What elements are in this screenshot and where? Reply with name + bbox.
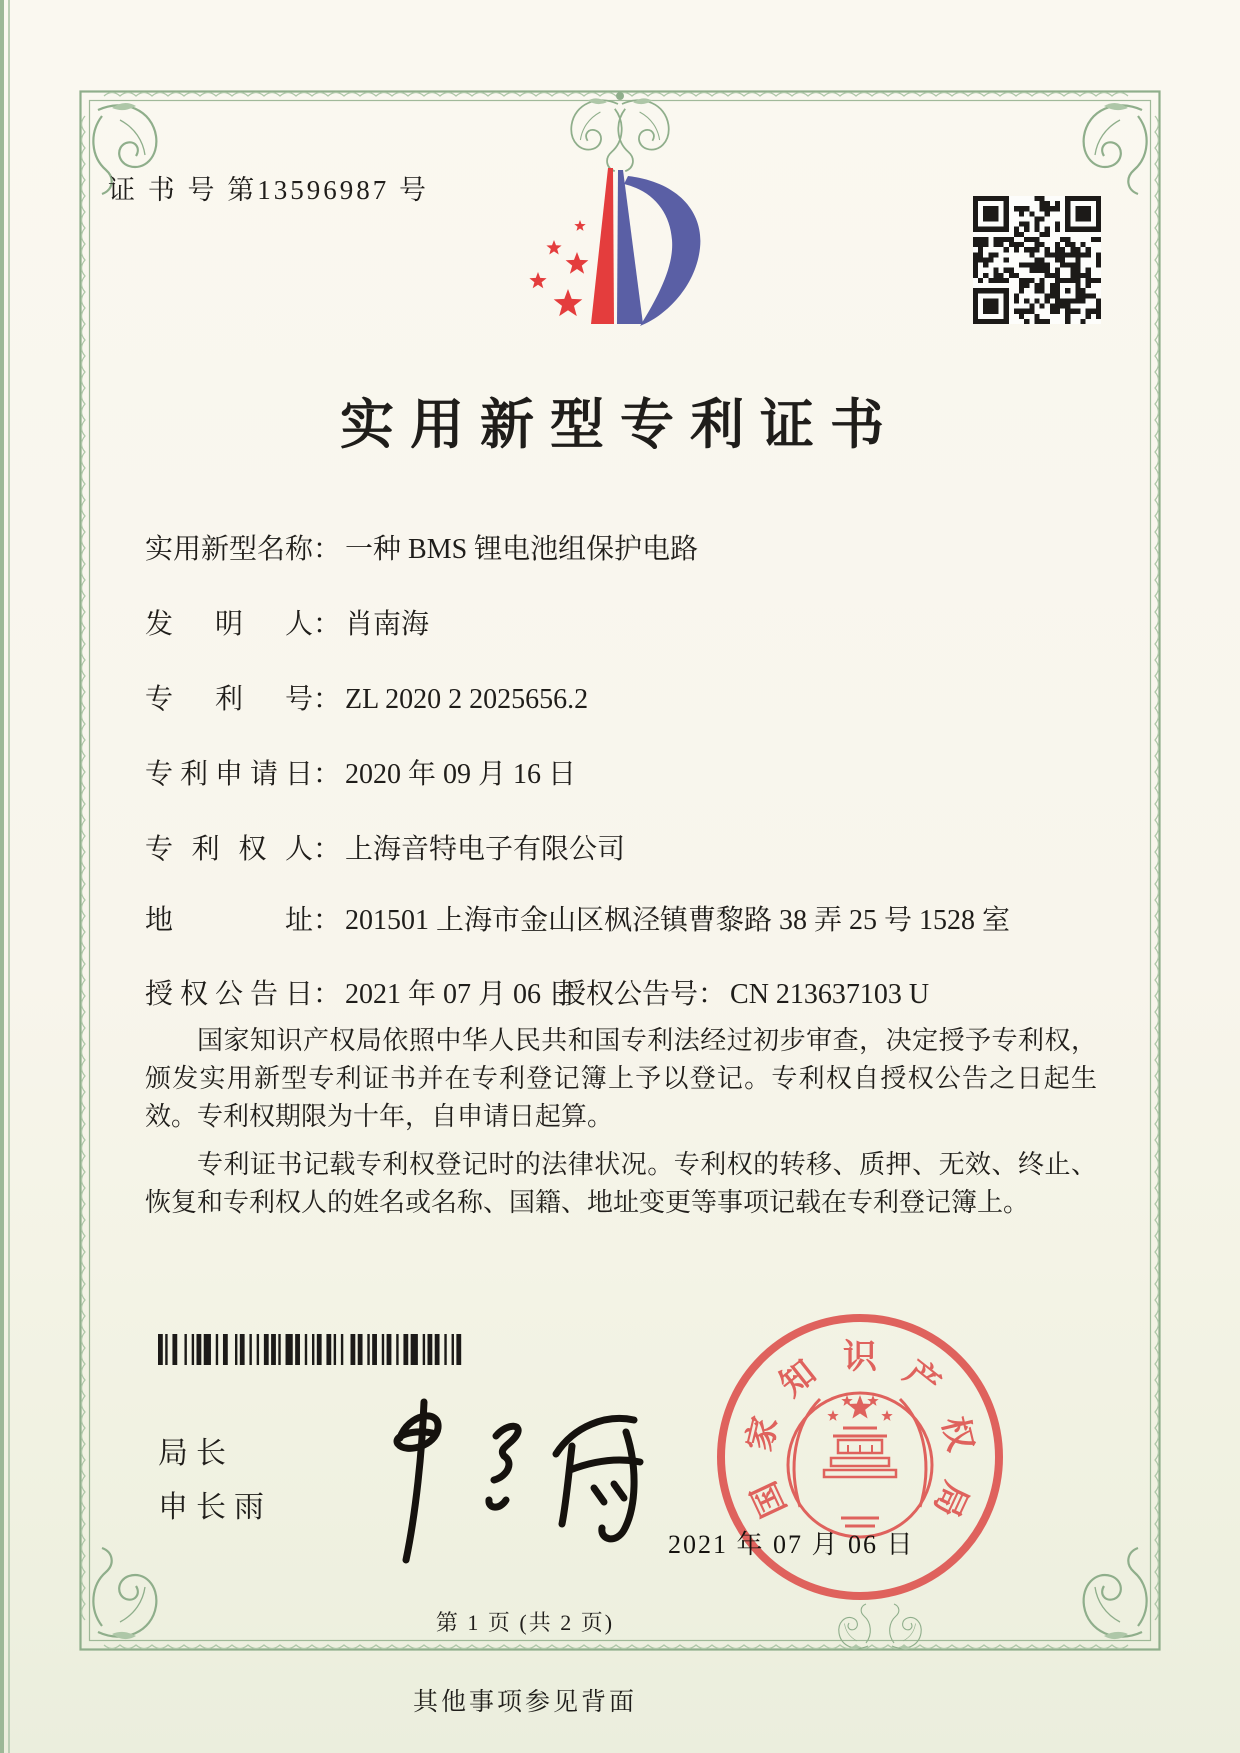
barcode-icon xyxy=(158,1334,466,1365)
legal-paragraph-register: 专利证书记载专利权登记时的法律状况。专利权的转移、质押、无效、终止、恢复和专利权人的姓名或名称、国籍、地址变更等事项记载在专利登记簿上。 xyxy=(145,1150,1097,1217)
field-colon: ： xyxy=(313,684,342,715)
field-row-address xyxy=(145,898,1010,938)
field-label: 专利权人 xyxy=(145,834,313,865)
svg-text:家: 家 xyxy=(741,1413,786,1455)
field-row-patentee xyxy=(145,827,625,867)
field-label: 发明人 xyxy=(145,609,313,640)
field-value: 一种 BMS 锂电池组保护电路 xyxy=(345,534,699,565)
field-colon: ： xyxy=(313,834,342,865)
logo-red-wedge xyxy=(591,168,614,324)
field-row-grant-date xyxy=(145,972,576,1012)
svg-text:权: 权 xyxy=(934,1413,979,1455)
field-row-filing-date xyxy=(145,752,576,792)
field-row-patent-number xyxy=(145,677,588,717)
field-row-invention-name xyxy=(145,527,698,567)
logo-blue-wedge xyxy=(617,170,643,324)
officer-name: 申长雨 xyxy=(158,1491,272,1524)
field-value: ZL 2020 2 2025656.2 xyxy=(345,684,589,715)
field-colon: ： xyxy=(313,759,342,790)
field-value: 201501 上海市金山区枫泾镇曹黎路 38 弄 25 号 1528 室 xyxy=(345,905,1011,936)
cnipa-red-seal-icon xyxy=(705,1302,1015,1612)
logo-stars xyxy=(529,220,588,316)
field-label: 专利申请日 xyxy=(145,759,313,790)
back-side-note: 其他事项参见背面 xyxy=(412,1689,637,1716)
field-label: 专利号 xyxy=(145,684,313,715)
seal-emblem-stars xyxy=(827,1395,892,1421)
field-value: CN 213637103 U xyxy=(730,979,930,1010)
legal-paragraph-grant: 国家知识产权局依照中华人民共和国专利法经过初步审查，决定授予专利权，颁发实用新型专利证书并在专利登记簿上予以登记。专利权自授权公告之日起生效。专利权期限为十年，自申请日起算。 xyxy=(145,1026,1097,1131)
certificate-title: 实用新型专利证书 xyxy=(340,395,900,455)
certificate-number: 证 书 号 第13596987 号 xyxy=(108,175,429,205)
field-label: 地址 xyxy=(145,905,313,936)
field-colon: ： xyxy=(313,534,342,565)
field-value: 2021 年 07 月 06 日 xyxy=(345,979,577,1010)
field-value: 2020 年 09 月 16 日 xyxy=(345,759,577,790)
seal-org-text xyxy=(740,1338,979,1523)
field-row-inventor xyxy=(145,602,429,642)
field-label: 实用新型名称 xyxy=(145,534,314,565)
cnipa-logo-icon xyxy=(520,146,720,336)
logo-p-bowl xyxy=(624,176,700,326)
svg-text:产: 产 xyxy=(896,1353,947,1405)
field-label: 授权公告号 xyxy=(558,979,699,1010)
field-colon: ： xyxy=(313,609,342,640)
field-colon: ： xyxy=(698,979,727,1010)
field-value: 肖南海 xyxy=(345,609,430,640)
seal-date: 2021 年 07 月 06 日 xyxy=(668,1530,915,1559)
legal-text xyxy=(145,1022,1097,1232)
field-value: 上海音特电子有限公司 xyxy=(345,834,626,865)
field-label: 授权公告日 xyxy=(145,979,313,1010)
page-number: 第 1 页 (共 2 页) xyxy=(435,1610,615,1635)
scan-edge-stripe-inner xyxy=(8,0,10,1753)
svg-text:局: 局 xyxy=(926,1475,975,1523)
qr-code-icon xyxy=(972,196,1102,324)
svg-text:国: 国 xyxy=(745,1475,794,1523)
officer-title: 局长 xyxy=(158,1437,234,1470)
field-colon: ： xyxy=(313,979,342,1010)
svg-text:识: 识 xyxy=(843,1339,877,1376)
svg-text:知: 知 xyxy=(773,1353,824,1405)
field-colon: ： xyxy=(313,905,342,936)
field-row-grant-number xyxy=(558,972,929,1012)
director-signature-icon xyxy=(348,1392,648,1572)
scan-edge-stripe xyxy=(0,0,4,1753)
